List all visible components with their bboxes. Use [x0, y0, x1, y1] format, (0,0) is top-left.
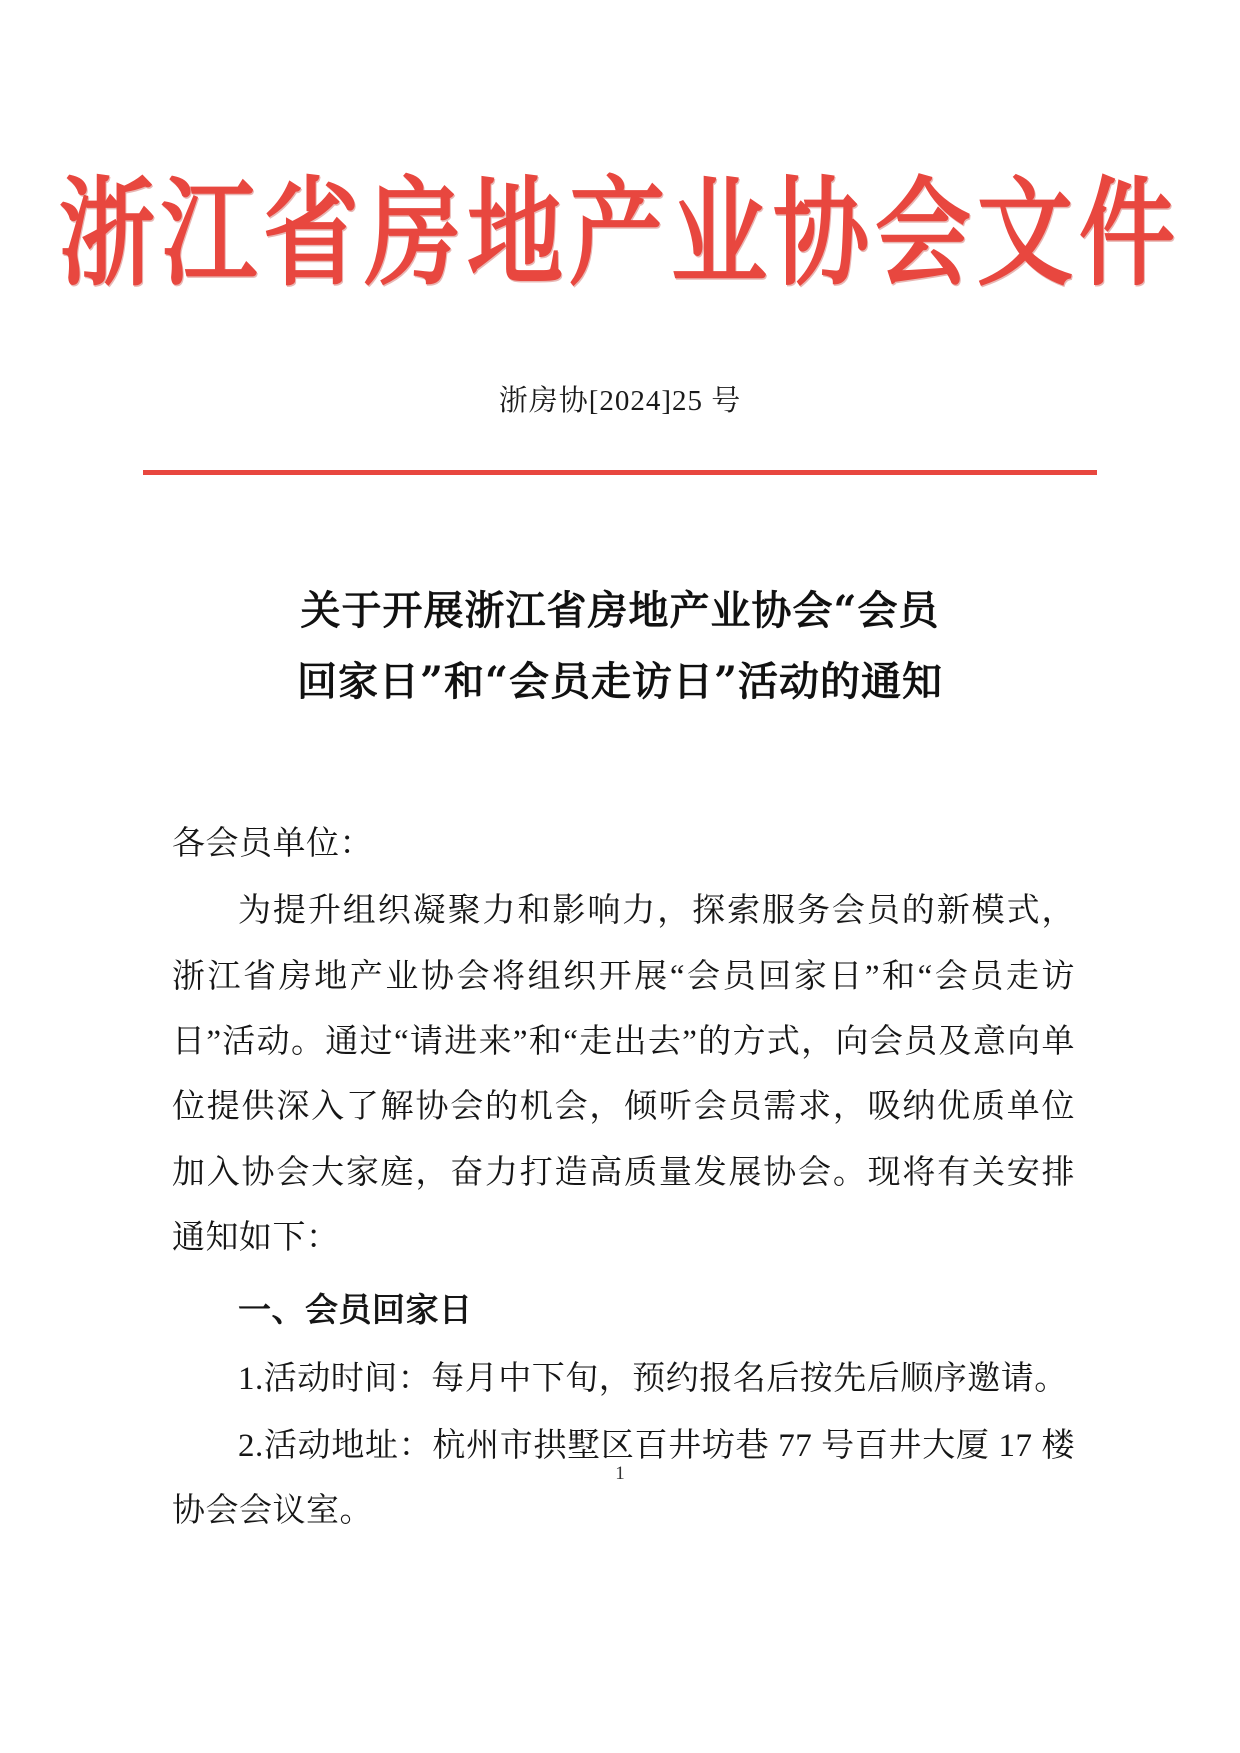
footer-page-number: 1 [615, 1463, 625, 1484]
red-divider-rule [143, 470, 1097, 475]
document-number: 浙房协[2024]25 号 [498, 385, 742, 417]
body-paragraph-1: 为提升组织凝聚力和影响力，探索服务会员的新模式，浙江省房地产业协会将组织开展“会员回家日”和“会员走访日”活动。通过“请进来”和“走出去”的方式，向会员及意向单位提供深入了解协会的机会，倾听会员需求，吸纳优质单位加入协会大家庭，奋力打造高质量发展协会。现将有关安排通知如下： [172, 893, 1075, 1256]
list-item-2: 2.活动地址：杭州市拱墅区百井坊巷 77 号百井大厦 17 楼协会会议室。 [172, 1427, 1076, 1530]
page-title-line-1: 关于开展浙江省房地产业协会“会员 [300, 587, 940, 634]
page-title [180, 575, 1060, 717]
document-body [172, 812, 1075, 1547]
salutation: 各会员单位： [172, 826, 373, 862]
masthead [0, 164, 1240, 303]
document-number-row [0, 378, 1240, 419]
list-item-1: 1.活动时间：每月中下旬，预约报名后按先后顺序邀请。 [238, 1360, 1068, 1397]
masthead-title: 浙江省房地产业协会文件 [59, 164, 1181, 303]
section-heading-1: 一、会员回家日 [238, 1293, 473, 1330]
page-title-line-2: 回家日”和“会员走访日”活动的通知 [296, 658, 944, 706]
